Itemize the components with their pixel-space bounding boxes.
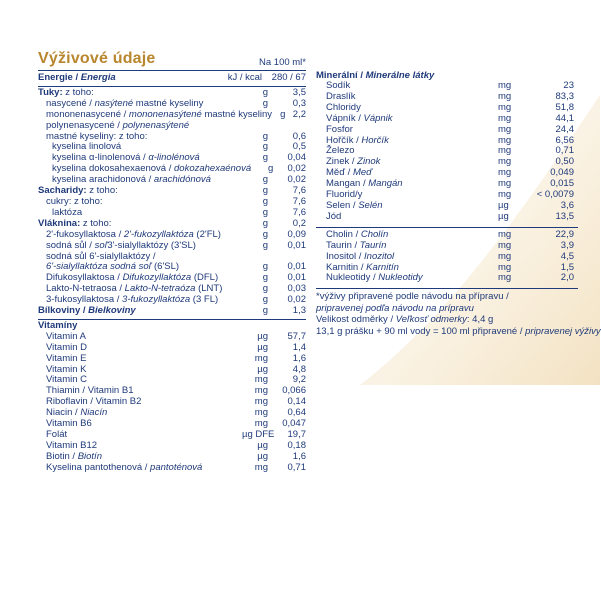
nutrient-name-sk: Horčík — [361, 134, 389, 146]
nutrient-unit: g — [262, 130, 268, 142]
nutrient-unit: µg — [257, 450, 268, 462]
nutrient-unit: g — [280, 108, 286, 120]
nutrient-name-main: Vitamíny — [38, 319, 78, 331]
nutrient-name-main: Jód — [326, 210, 342, 222]
nutrient-value: 0,015 — [550, 178, 574, 190]
energy-label-sk: Energia — [80, 72, 116, 83]
nutrient-name-main: Zinek / — [326, 156, 358, 168]
nutrient-unit: µg — [257, 363, 268, 375]
nutrient-name-main: Biotin / — [46, 450, 78, 462]
nutrient-name-main: Vápník / — [326, 112, 364, 124]
nutrient-unit: g — [262, 141, 268, 153]
nutrient-name-main: mononenasycené / — [46, 108, 129, 120]
mineral-rows — [316, 81, 578, 223]
nutrient-unit: mg — [254, 396, 268, 408]
nutrient-unit: mg — [254, 407, 268, 419]
nutrient-value: 19,7 — [287, 429, 306, 440]
nutrient-value: 0,09 — [287, 228, 306, 240]
nutrient-value: 22,9 — [555, 228, 574, 240]
nutrient-unit: mg — [498, 112, 512, 124]
nutrient-name-main: Draslík — [326, 90, 356, 102]
nutrient-name-main: Vitamin B6 — [46, 418, 92, 430]
nutrient-value: 3,6 — [560, 199, 574, 211]
nutrient-name-main: Vitamin E — [46, 352, 87, 364]
nutrient-name-sk: Vápnik — [363, 112, 393, 124]
nutrient-row — [38, 463, 306, 474]
nutrient-value: 83,3 — [555, 90, 574, 102]
nutrient-name-main: Mangan / — [326, 178, 369, 190]
nutrient-value: 0,3 — [292, 97, 306, 109]
nutrient-name-main: Vitamin B12 — [46, 439, 98, 451]
nutrient-name-suffix: mastné kyseliny — [201, 108, 273, 120]
nutrient-unit: mg — [498, 228, 512, 240]
nutrient-name-main: Sodík — [326, 80, 351, 91]
nutrient-value: 6,56 — [555, 134, 574, 146]
nutrient-value: 0,2 — [292, 217, 306, 229]
nutrient-value: 0,5 — [292, 141, 306, 153]
nutrient-name-sk: Selén — [358, 199, 383, 211]
minerals-title: Minerální / Minerálne látky — [316, 70, 435, 81]
nutrient-name-main: 3-fukosyllaktosa / — [46, 294, 123, 306]
nutrient-row — [316, 114, 578, 125]
nutrient-name — [316, 273, 496, 284]
nutrient-name-sk: Zinok — [357, 156, 381, 168]
nutrient-name-suffix: (2'FL) — [193, 228, 221, 240]
nutrient-name-main: Vitamin D — [46, 341, 88, 353]
nutrient-value: 3,9 — [560, 239, 574, 251]
nutrient-name-main: kyselina dokosahexaenová / — [52, 163, 174, 175]
nutrient-name-main: Vláknina: — [38, 217, 81, 229]
nutrient-value: 0,049 — [550, 167, 574, 179]
nutrient-unit: mg — [498, 145, 512, 157]
nutrient-value: 7,6 — [292, 195, 306, 207]
nutrient-value: 0,04 — [287, 152, 306, 164]
notes — [316, 291, 601, 337]
nutrient-unit: g — [262, 97, 268, 109]
nutrient-name-main: Vitamin K — [46, 363, 87, 375]
nutrient-name-main: sodná sůl 6'-sialyllaktózy / — [46, 250, 156, 262]
nutrient-name-main: Tuky: — [38, 86, 63, 98]
nutrient-unit: µg — [257, 439, 268, 451]
nutrient-value: 0,14 — [287, 396, 306, 408]
nutrient-name-sub: z toho: — [80, 217, 112, 229]
nutrient-unit: mg — [254, 385, 268, 397]
nutrient-name-main: cukry: z toho: — [46, 195, 103, 207]
nutrient-value: 0,03 — [287, 283, 306, 295]
nutrient-unit: mg — [498, 90, 512, 102]
nutrient-name-suffix: (DFL) — [191, 272, 219, 284]
nutrient-row — [316, 273, 578, 284]
nutrient-unit: µg — [257, 330, 268, 342]
nutrient-unit: mg — [254, 461, 268, 473]
nutrient-row — [316, 136, 578, 147]
nutrient-unit: mg — [498, 272, 512, 284]
nutrient-name-sk: arachidónová — [153, 174, 211, 186]
nutrient-value: 1,4 — [292, 341, 306, 353]
nutrient-unit: mg — [498, 134, 512, 146]
nutrient-value: 2,2 — [292, 108, 306, 120]
nutrient-unit: g — [262, 228, 268, 240]
nutrient-name-sk: nasýtené — [94, 97, 134, 109]
nutrient-unit: g — [262, 174, 268, 186]
nutrient-name-sk: α-linolénová — [148, 152, 200, 164]
nutrient-unit: mg — [498, 80, 512, 91]
nutrient-name-sk: dokozahexaénová — [174, 163, 252, 175]
nutrient-row — [316, 201, 578, 212]
nutrient-name-sk: Taurín — [359, 239, 387, 251]
nutrient-unit: mg — [254, 418, 268, 430]
nutrient-name-main: Kyselina pantothenová / — [46, 461, 151, 473]
nutrient-unit: g — [262, 305, 268, 317]
nutrient-name-sk: Meď — [352, 167, 373, 179]
left-rows — [38, 86, 306, 474]
nutrient-name-main: Fosfor — [326, 123, 353, 135]
nutrient-value: 0,066 — [282, 385, 306, 397]
nutrient-name — [316, 212, 496, 223]
nutrient-value: 0,71 — [555, 145, 574, 157]
nutrient-unit: g — [262, 217, 268, 229]
note-line: pripravenej podľa návodu na prípravu — [316, 302, 474, 314]
nutrient-name-main: Folát — [46, 429, 68, 440]
nutrient-unit: µg DFE — [242, 429, 275, 440]
nutrient-value: 0,18 — [287, 439, 306, 451]
nutrient-name-main: Měď / — [326, 167, 353, 179]
nutrient-name-suffix: mastné kyseliny — [133, 97, 204, 109]
nutrient-value: 0,02 — [287, 163, 306, 175]
nutrient-name-sub: z toho: — [62, 86, 94, 98]
nutrient-name-sk: soľ — [94, 239, 108, 251]
nutrient-value: 0,71 — [287, 461, 306, 473]
nutrient-name-main: Niacin / — [46, 407, 81, 419]
nutrient-name-main: Sacharidy: — [38, 185, 87, 197]
nutrient-value: 51,8 — [555, 101, 574, 113]
right-panel — [316, 70, 601, 337]
nutrient-value: 2,0 — [560, 272, 574, 284]
nutrient-unit: mg — [498, 178, 512, 190]
nutrient-unit: mg — [498, 167, 512, 179]
nutrient-name-main: Vitamin C — [46, 374, 88, 386]
nutrient-value: 0,01 — [287, 261, 306, 273]
nutrient-value: 0,6 — [292, 130, 306, 142]
nutrient-value: 0,50 — [555, 156, 574, 168]
nutrient-name-sk: polynenasýtené — [122, 119, 190, 131]
nutrient-value: 4,8 — [292, 363, 306, 375]
note-line: Velikost odměrky / Veľkosť odmerky: 4,4 g — [316, 314, 494, 326]
nutrient-name-suffix: 3'-sialyllaktózy (3'SL) — [107, 239, 196, 251]
nutrient-value: < 0,0079 — [536, 189, 574, 201]
nutrient-name-main: Bílkoviny / — [38, 305, 89, 317]
nutrient-name-main: mastné kyseliny: z toho: — [46, 130, 148, 142]
other-rows — [316, 230, 578, 285]
nutrient-name-sk: pantoténová — [150, 461, 203, 473]
nutrient-name — [316, 201, 496, 212]
nutrient-name-main: nasycené / — [46, 97, 95, 109]
nutrient-name-sk: Mangán — [368, 178, 403, 190]
nutrient-name-main: laktóza — [52, 206, 83, 218]
nutrient-name-sk: Nukleotidy — [378, 272, 423, 284]
nutrient-name-main: kyselina linolová — [52, 141, 122, 153]
nutrient-name-sk: Niacín — [80, 407, 108, 419]
left-panel — [38, 50, 306, 474]
nutrient-name-main: Riboflavin / Vitamin B2 — [46, 396, 142, 408]
nutrient-value: 7,6 — [292, 185, 306, 197]
nutrient-value: 0,047 — [282, 418, 306, 430]
nutrient-unit: mg — [498, 156, 512, 168]
nutrient-value: 57,7 — [287, 330, 306, 342]
divider — [316, 288, 578, 289]
nutrient-name-suffix: (LNT) — [195, 283, 223, 295]
energy-row — [38, 73, 306, 84]
nutrient-unit: mg — [254, 374, 268, 386]
nutrient-row — [38, 306, 306, 317]
nutrient-value: 0,01 — [287, 239, 306, 251]
nutrient-name-sk: Lakto-N-tetraóza — [124, 283, 196, 295]
nutrient-name-sk: Difukozyllaktóza — [122, 272, 192, 284]
nutrient-name-sub: z toho: — [86, 185, 118, 197]
nutrient-name-main: Inositol / — [326, 250, 365, 262]
nutrient-name-sk: 3-fukozyllaktóza — [122, 294, 191, 306]
energy-label: Energie / — [38, 72, 81, 83]
nutrient-name-main: Cholin / — [326, 228, 361, 240]
nutrient-name-sk: Inozitol — [364, 250, 395, 262]
nutrient-unit: g — [262, 239, 268, 251]
note-line: *výživy připravené podle návodu na přípravu / — [316, 291, 509, 303]
nutrient-name-sk: mononenasýtené — [128, 108, 202, 120]
panel-title: Výživové údaje — [38, 50, 156, 67]
nutrient-name-main: Selen / — [326, 199, 359, 211]
header-row — [38, 50, 306, 71]
nutrient-unit: g — [262, 195, 268, 207]
nutrient-unit: g — [262, 294, 268, 306]
nutrient-value: 3,5 — [292, 86, 306, 98]
nutrient-unit: g — [262, 272, 268, 284]
nutrient-unit: mg — [498, 261, 512, 273]
nutrient-unit: µg — [498, 199, 509, 211]
nutrient-unit: µg — [257, 341, 268, 353]
nutrient-name-main: Thiamin / Vitamin B1 — [46, 385, 134, 397]
nutrient-name-main: kyselina α-linolenová / — [52, 152, 149, 164]
nutrient-name-main: Difukosyllaktosa / — [46, 272, 123, 284]
nutrient-name-main: Vitamin A — [46, 330, 86, 342]
nutrient-name-sk: 2'-fukozyllaktóza — [123, 228, 194, 240]
nutrient-name-main: Karnitin / — [326, 261, 367, 273]
nutrient-unit: g — [262, 185, 268, 197]
nutrient-value: 23 — [563, 80, 574, 91]
nutrient-value: 24,4 — [555, 123, 574, 135]
nutrient-name-suffix: (3 FL) — [190, 294, 219, 306]
nutrient-name — [38, 306, 242, 317]
nutrient-name-main: Hořčík / — [326, 134, 362, 146]
note-line: 13,1 g prášku + 90 ml vody = 100 ml připravené / pripravenej výživy — [316, 325, 601, 337]
nutrient-value: 1,5 — [560, 261, 574, 273]
nutrient-name-main: Nukleotidy / — [326, 272, 379, 284]
nutrient-name-main: Lakto-N-tetraosa / — [46, 283, 125, 295]
nutrient-unit: µg — [498, 210, 509, 222]
nutrient-unit: mg — [254, 352, 268, 364]
nutrient-name-main: Železo — [326, 145, 355, 157]
nutrient-name-main: 2'-fukosyllaktosa / — [46, 228, 124, 240]
nutrient-name-sk: Biotín — [77, 450, 102, 462]
nutrient-row — [316, 212, 578, 223]
nutrient-name — [46, 419, 242, 430]
nutrient-value: 13,5 — [555, 210, 574, 222]
energy-unit: kJ / kcal — [227, 72, 262, 83]
divider — [316, 227, 578, 228]
nutrient-value: 7,6 — [292, 206, 306, 218]
nutrient-unit: mg — [498, 250, 512, 262]
nutrient-unit: mg — [498, 123, 512, 135]
nutrient-unit: mg — [498, 101, 512, 113]
nutrient-name-sk: Cholín — [360, 228, 389, 240]
nutrient-name-main: kyselina arachidonová / — [52, 174, 154, 186]
nutrient-value: 1,3 — [292, 305, 306, 317]
nutrient-unit: g — [262, 261, 268, 273]
nutrient-unit: mg — [498, 239, 512, 251]
nutrient-unit: g — [262, 283, 268, 295]
nutrient-name-main: Fluorid/y — [326, 189, 363, 201]
nutrient-unit: g — [262, 86, 268, 98]
nutrient-value: 0,64 — [287, 407, 306, 419]
per-100ml-label: Na 100 ml* — [259, 57, 306, 68]
nutrient-unit: g — [268, 163, 274, 175]
nutrient-value: 9,2 — [292, 374, 306, 386]
nutrient-value: 44,1 — [555, 112, 574, 124]
nutrient-name-sk: Karnitín — [366, 261, 399, 273]
nutrient-value: 1,6 — [292, 450, 306, 462]
nutrient-name-main: polynenasycené / — [46, 119, 123, 131]
nutrient-value: 0,02 — [287, 174, 306, 186]
nutrient-name-sk: 6'-sialyllaktóza sodná soľ — [46, 261, 152, 273]
nutrient-value: 4,5 — [560, 250, 574, 262]
nutrient-unit: mg — [498, 189, 512, 201]
nutrient-unit: g — [262, 206, 268, 218]
nutrient-name-suffix: (6'SL) — [151, 261, 180, 273]
nutrient-unit: g — [262, 152, 268, 164]
nutrient-name-main: sodná sůl / — [46, 239, 95, 251]
nutrient-value: 0,02 — [287, 294, 306, 306]
energy-value: 280 / 67 — [271, 72, 306, 83]
nutrient-value: 0,01 — [287, 272, 306, 284]
nutrient-name-main: Chloridy — [326, 101, 361, 113]
nutrient-value: 1,6 — [292, 352, 306, 364]
nutrient-name-main: Taurin / — [326, 239, 360, 251]
nutrient-name-sk: Bielkoviny — [88, 305, 136, 317]
nutrient-name — [46, 463, 242, 474]
